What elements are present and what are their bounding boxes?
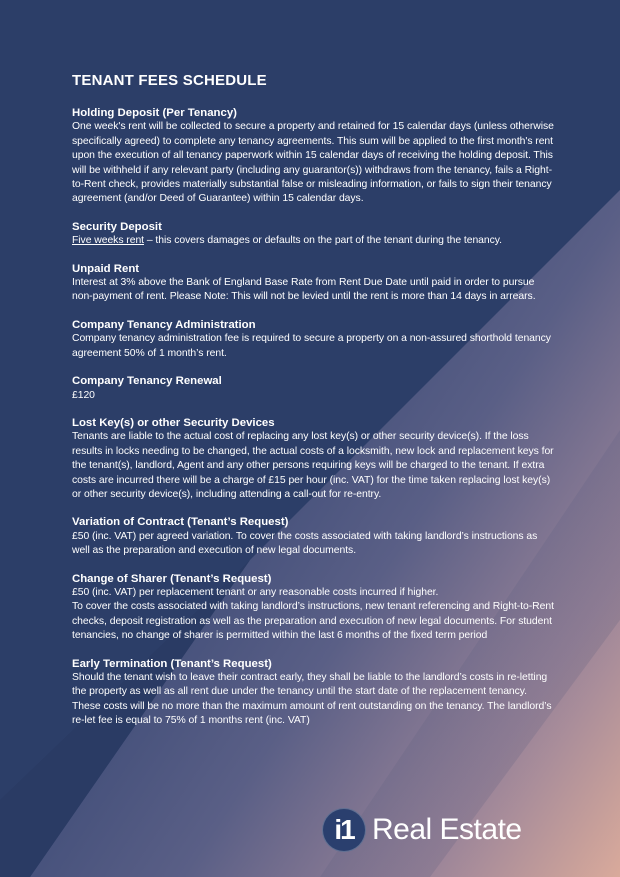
underlined-amount: Five weeks rent <box>72 235 145 247</box>
section-change-of-sharer <box>72 572 554 644</box>
section-heading: Early Termination (Tenant’s Request) <box>72 657 272 670</box>
section-lost-keys <box>72 416 554 502</box>
section-body: Company tenancy administration fee is required to secure a property on a non-assured shorthold tenancy agreement 50% of 1 month’s rent. <box>72 333 551 359</box>
page-title: TENANT FEES SCHEDULE <box>72 72 267 89</box>
section-body: £50 (inc. VAT) per agreed variation. To cover the costs associated with taking landlord’s instructions as well as the preparation and execution of new legal documents. <box>72 530 538 557</box>
section-body-text: – this covers damages or defaults on the part of the tenant during the tenancy. <box>144 235 502 247</box>
logo-text: Real Estate <box>372 813 522 846</box>
section-variation-of-contract <box>72 515 554 558</box>
section-body: £120 <box>72 389 95 401</box>
section-heading: Variation of Contract (Tenant’s Request) <box>72 516 289 529</box>
section-body: £50 (inc. VAT) per replacement tenant or any reasonable costs incurred if higher. <box>72 586 439 598</box>
fees-content <box>72 72 554 742</box>
section-body: Should the tenant wish to leave their contract early, they shall be liable to the landlord’s costs in re-letting the property as well as all rent due under the tenancy until the start date of the replacement tenancy. These costs will be no more than the maximum amount of rent outstanding on the tenancy. The landlord’s re-let fee is equal to 75% of 1 months rent (inc. VAT) <box>72 672 552 727</box>
section-heading: Holding Deposit (Per Tenancy) <box>72 107 237 119</box>
section-body: Tenants are liable to the actual cost of replacing any lost key(s) or other security device(s). If the loss results in locks needing to be changed, the actual costs of a locksmith, new lock and replacement keys for the tenant(s), landlord, Agent and any other persons requiring keys will be charged to the tenant. If extra costs are incurred there will be a charge of £15 per hour (inc. VAT) for the time taken replacing lost key(s) or other security device(s), including attending a call-out for re-entry. <box>72 431 554 500</box>
section-body: One week's rent will be collected to secure a property and retained for 15 calendar days (unless otherwise specifically agreed) to complete any tenancy agreements. This sum will be applied to the first month's rent upon the execution of all tenancy paperwork within 15 calendar days of receiving the holding deposit. This will be withheld if any relevant party (including any guarantor(s)) withdraws from the tenancy, fails a Right-to-Rent check, provides materially substantial false or misleading information, or fails to sign their tenancy agreement (and/or Deed of Guarantee) within 15 calendar days. <box>72 121 554 205</box>
section-company-renewal <box>72 374 554 403</box>
section-body <box>72 234 554 248</box>
section-holding-deposit <box>72 106 554 207</box>
section-heading: Change of Sharer (Tenant’s Request) <box>72 572 272 585</box>
section-heading: Company Tenancy Administration <box>72 318 256 331</box>
company-logo <box>322 808 522 852</box>
section-early-termination <box>72 657 554 729</box>
logo-badge: i1 <box>322 808 366 852</box>
section-heading: Lost Key(s) or other Security Devices <box>72 416 275 429</box>
section-heading: Company Tenancy Renewal <box>72 375 222 388</box>
section-heading: Security Deposit <box>72 220 162 233</box>
section-body: Interest at 3% above the Bank of England Base Rate from Rent Due Date until paid in order to pursue non-payment of rent. Please Note: This will not be levied until the rent is more than 14 days in arrears. <box>72 277 536 303</box>
section-body-detail: To cover the costs associated with taking landlord’s instructions, new tenant referencing and Right-to-Rent checks, deposit registration as well as the preparation and execution of new legal documents. For student tenancies, no change of sharer is permitted within the last 6 months of the fixed term period <box>72 601 554 642</box>
section-unpaid-rent <box>72 262 554 305</box>
section-heading: Unpaid Rent <box>72 262 140 275</box>
section-company-administration <box>72 318 554 361</box>
section-security-deposit <box>72 220 554 249</box>
